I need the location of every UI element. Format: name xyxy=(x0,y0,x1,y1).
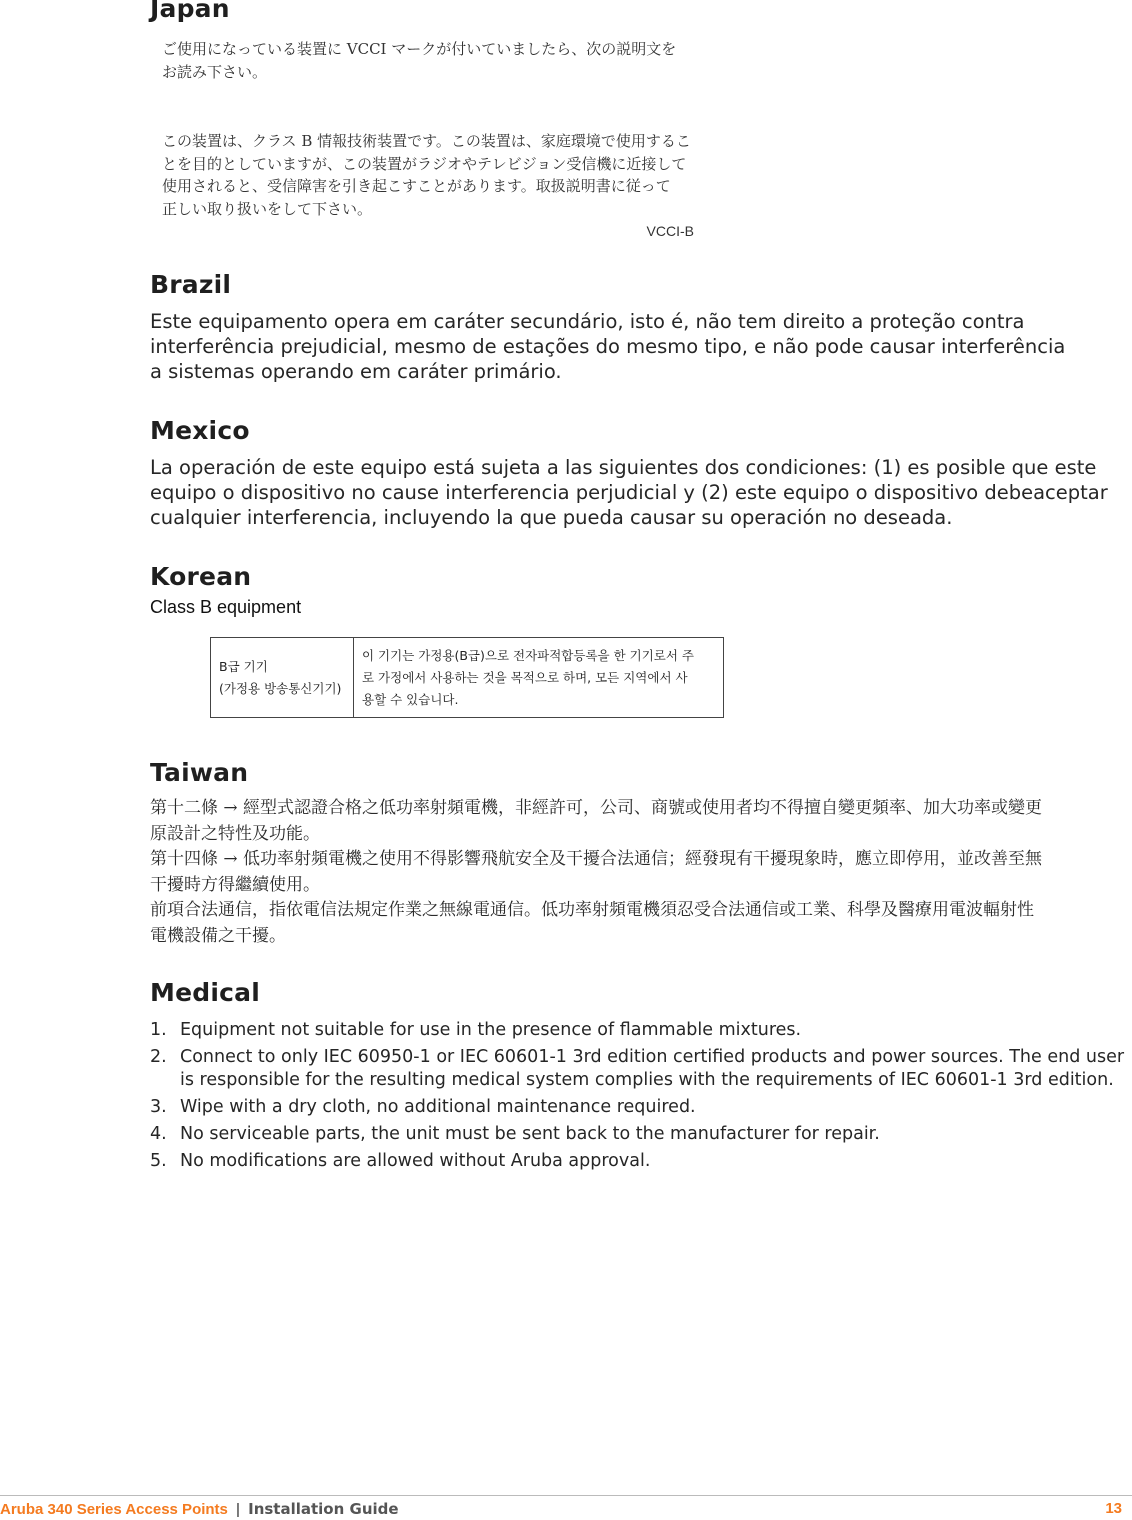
vcci-mark: VCCI-B xyxy=(646,223,694,239)
mexico-section xyxy=(150,416,1110,530)
footer-divider xyxy=(0,1495,1132,1496)
mexico-text: La operación de este equipo está sujeta a las siguientes dos condiciones: (1) es posible que este equipo o dispositivo no cause interferencia perjudicial y (2) este equipo o dispositivo debeaceptar cualquier interferencia, incluyendo la que pueda causar su operación no deseada. xyxy=(150,456,1108,529)
japan-heading: Japan xyxy=(150,0,230,23)
taiwan-line: 第十二條 → 經型式認證合格之低功率射頻電機，非經許可，公司、商號或使用者均不得擅自變更頻率、加大功率或變更 xyxy=(150,798,1043,818)
korean-table-label: (가정용 방송통신기기) xyxy=(219,680,342,696)
korean-table-text: 용할 수 있습니다. xyxy=(362,691,459,707)
japan-section xyxy=(150,0,1110,23)
list-number: 1. xyxy=(150,1020,167,1040)
medical-list xyxy=(150,1019,1125,1173)
list-number: 4. xyxy=(150,1124,167,1144)
page-number: 13 xyxy=(1105,1500,1122,1517)
taiwan-line: 原設計之特性及功能。 xyxy=(150,823,320,844)
footer-separator: | xyxy=(235,1501,241,1518)
list-item xyxy=(150,1150,1125,1173)
brazil-section xyxy=(150,270,1110,384)
brazil-heading: Brazil xyxy=(150,270,232,299)
korean-table-text: 이 기기는 가정용(B급)으로 전자파적합등록을 한 기기로서 주 xyxy=(362,647,694,663)
korean-table-text: 로 가정에서 사용하는 것을 목적으로 하며, 모든 지역에서 사 xyxy=(362,669,688,685)
korean-class-b-table xyxy=(210,637,724,718)
footer-product xyxy=(0,1499,399,1520)
list-number: 3. xyxy=(150,1097,167,1117)
vcci-notice-line: この装置は、クラス B 情報技術装置です。この装置は、家庭環境で使用するこ xyxy=(162,132,691,150)
footer-product-name: Aruba 340 Series Access Points xyxy=(0,1501,228,1518)
list-number: 5. xyxy=(150,1151,167,1171)
mexico-heading: Mexico xyxy=(150,416,250,445)
taiwan-line: 電機設備之干擾。 xyxy=(150,925,286,946)
page-footer xyxy=(0,1499,1132,1519)
list-number: 2. xyxy=(150,1047,167,1067)
vcci-notice-line: 使用されると、受信障害を引き起こすことがあります。取扱説明書に従って xyxy=(162,177,671,195)
taiwan-line: 干擾時方得繼續使用。 xyxy=(150,874,320,895)
list-item xyxy=(150,1096,1125,1119)
taiwan-section xyxy=(150,758,1110,787)
korean-table-text-cell xyxy=(354,638,724,718)
vcci-notice-image xyxy=(162,38,722,243)
brazil-text: Este equipamento opera em caráter secundário, isto é, não tem direito a proteção contra interferência prejudicial, mesmo de estações do mesmo tipo, e não pode causar interferência a sistemas operando em caráter primário. xyxy=(150,310,1066,383)
vcci-notice-line: 正しい取り扱いをして下さい。 xyxy=(162,199,373,218)
korean-section xyxy=(150,562,1110,618)
vcci-intro-line: ご使用になっている装置に VCCI マークが付いていましたら、次の説明文を xyxy=(162,40,677,58)
vcci-notice-line: とを目的としていますが、この装置がラジオやテレビジョン受信機に近接して xyxy=(162,154,687,173)
taiwan-notice xyxy=(150,796,1110,949)
list-item xyxy=(150,1019,1125,1042)
taiwan-line: 第十四條 → 低功率射頻電機之使用不得影響飛航安全及干擾合法通信；經發現有干擾現象時，應立即停用，並改善至無 xyxy=(150,849,1043,869)
list-text: Equipment not suitable for use in the presence of flammable mixtures. xyxy=(180,1020,802,1040)
list-text: Wipe with a dry cloth, no additional maintenance required. xyxy=(180,1097,696,1117)
list-text: No serviceable parts, the unit must be sent back to the manufacturer for repair. xyxy=(180,1124,880,1144)
list-item xyxy=(150,1046,1125,1092)
list-item xyxy=(150,1123,1125,1146)
korean-subtitle: Class B equipment xyxy=(150,597,302,617)
taiwan-line: 前項合法通信，指依電信法規定作業之無線電通信。低功率射頻電機須忍受合法通信或工業、科學及醫療用電波輻射性 xyxy=(150,900,1034,920)
vcci-intro-line: お読み下さい。 xyxy=(162,62,268,81)
korean-heading: Korean xyxy=(150,562,252,591)
korean-table-label: B급 기기 xyxy=(219,658,268,674)
list-text: Connect to only IEC 60950-1 or IEC 60601-1 3rd edition certified products and power sources. The end user is responsible for the resulting medical system complies with the requirements of IEC 60601-1 3rd edition. xyxy=(180,1047,1125,1090)
medical-section xyxy=(150,978,1125,1177)
footer-guide-title: Installation Guide xyxy=(248,1500,399,1518)
medical-heading: Medical xyxy=(150,978,260,1007)
taiwan-heading: Taiwan xyxy=(150,758,249,787)
list-text: No modifications are allowed without Aruba approval. xyxy=(180,1151,651,1171)
korean-table-label-cell xyxy=(211,638,354,718)
